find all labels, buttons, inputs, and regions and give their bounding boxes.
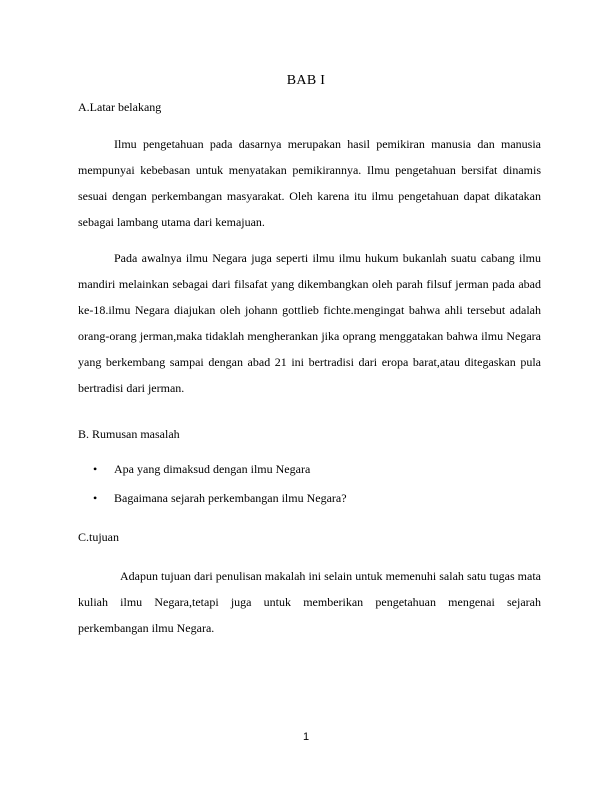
section-c-heading: C.tujuan: [78, 530, 119, 544]
section-a-heading: A.Latar belakang: [78, 100, 162, 114]
section-b-heading: B. Rumusan masalah: [78, 427, 180, 441]
background-paragraph-1: Ilmu pengetahuan pada dasarnya merupakan hasil pemikiran manusia dan manusia mempunyai kebebasan untuk menyatakan pemikirannya. Ilmu pengetahuan bersifat dinamis sesuai dengan perkembangan masyarakat. Oleh karena itu ilmu pengetahuan dapat dikatakan sebagai lambang utama dari kemajuan.: [78, 137, 541, 230]
list-item: [93, 462, 347, 491]
chapter-title: BAB I: [286, 73, 326, 88]
list-item-text: Bagaimana sejarah perkembangan ilmu Negara?: [114, 491, 347, 505]
page-number: 1: [302, 731, 310, 743]
list-item: [93, 491, 347, 520]
bullet-icon: •: [93, 462, 98, 476]
problem-list: [93, 462, 347, 520]
bullet-icon: •: [93, 491, 98, 505]
list-item-text: Apa yang dimaksud dengan ilmu Negara: [114, 462, 311, 476]
purpose-paragraph: Adapun tujuan dari penulisan makalah ini selain untuk memenuhi salah satu tugas mata kuliah ilmu Negara,tetapi juga untuk memberikan pengetahuan mengenai sejarah perkembangan ilmu Negara.: [78, 569, 541, 636]
background-paragraph-2: Pada awalnya ilmu Negara juga seperti ilmu ilmu hukum bukanlah suatu cabang ilmu mandiri melainkan sebagai dari filsafat yang dikembangkan oleh parah filsuf jerman pada abad ke-18.ilmu Negara diajukan oleh johann gottlieb fichte.mengingat bahwa ahli tersebut adalah orang-orang jerman,maka tidaklah mengherankan jika oprang menggatakan bahwa ilmu Negara yang berkembang sampai dengan abad 21 ini bertradisi dari eropa barat,atau ditegaskan pula bertradisi dari jerman.: [78, 251, 541, 396]
